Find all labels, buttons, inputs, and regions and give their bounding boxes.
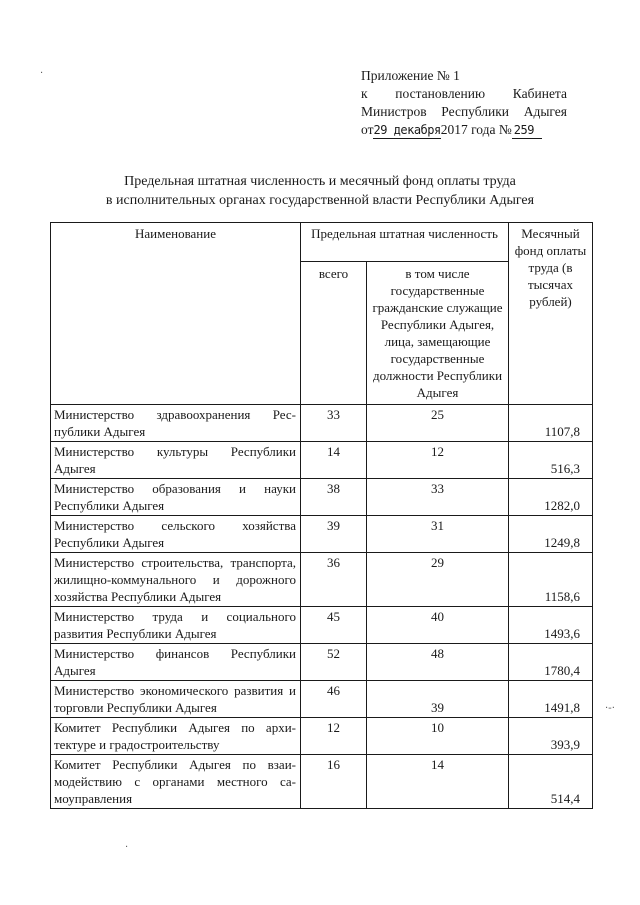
row-fund: 1282,0 bbox=[509, 479, 593, 516]
table-row bbox=[51, 553, 593, 607]
row-name: Министерство образования и науки Республики Адыгея bbox=[51, 479, 301, 516]
row-employees: 12 bbox=[367, 442, 509, 479]
row-total: 52 bbox=[301, 644, 367, 681]
row-name: Комитет Республики Адыгея по архитектуре и градостроительству bbox=[51, 718, 301, 755]
table-row bbox=[51, 405, 593, 442]
row-employees: 48 bbox=[367, 644, 509, 681]
table-row bbox=[51, 718, 593, 755]
header-including-employees: в том числе государственные гражданские служащие Республики Адыгея, лица, замещающие государственные должности Республики Адыгея bbox=[367, 262, 509, 405]
row-name: Министерство здравоохранения Республики Адыгея bbox=[51, 405, 301, 442]
table-row bbox=[51, 681, 593, 718]
header-monthly-fund: Месячный фонд оплаты труда (в тысячах рублей) bbox=[509, 223, 593, 405]
row-name: Министерство труда и социального развития Республики Адыгея bbox=[51, 607, 301, 644]
annex-date-handwritten: 29 декабря bbox=[373, 123, 441, 137]
title-line-2: в исполнительных органах государственной власти Республики Адыгея bbox=[105, 193, 535, 208]
row-fund: 393,9 bbox=[509, 718, 593, 755]
row-fund: 514,4 bbox=[509, 755, 593, 809]
row-total: 12 bbox=[301, 718, 367, 755]
annex-date-prefix: от bbox=[361, 122, 374, 137]
header-name: Наименование bbox=[51, 223, 301, 405]
annex-block bbox=[361, 67, 567, 139]
row-fund: 1249,8 bbox=[509, 516, 593, 553]
annex-line-cabinet: Министров Республики Адыгея bbox=[361, 104, 567, 119]
row-name: Министерство финансов Республики Адыгея bbox=[51, 644, 301, 681]
row-employees: 33 bbox=[367, 479, 509, 516]
row-total: 14 bbox=[301, 442, 367, 479]
row-name: Министерство экономического развития и торговли Республики Адыгея bbox=[51, 681, 301, 718]
annex-number-handwritten: 259 bbox=[512, 123, 542, 139]
annex-year-text: 2017 года № bbox=[440, 122, 512, 137]
row-fund: 516,3 bbox=[509, 442, 593, 479]
table-row bbox=[51, 479, 593, 516]
margin-pencil-mark: ·‐· bbox=[605, 703, 615, 714]
row-fund: 1780,4 bbox=[509, 644, 593, 681]
row-total: 39 bbox=[301, 516, 367, 553]
row-employees: 39 bbox=[367, 681, 509, 718]
annex-title: Приложение № 1 bbox=[361, 68, 460, 83]
row-fund: 1491,8 bbox=[509, 681, 593, 718]
row-total: 33 bbox=[301, 405, 367, 442]
table-row bbox=[51, 755, 593, 809]
staff-table bbox=[50, 222, 593, 809]
scan-speck: · bbox=[125, 842, 129, 853]
scan-speck: · bbox=[40, 68, 44, 79]
header-total: всего bbox=[301, 262, 367, 405]
table-row bbox=[51, 516, 593, 553]
table-row bbox=[51, 607, 593, 644]
table-row bbox=[51, 644, 593, 681]
row-total: 16 bbox=[301, 755, 367, 809]
row-name: Комитет Республики Адыгея по взаимодействию с органами местного самоуправления bbox=[51, 755, 301, 809]
header-staff-limit: Предельная штатная численность bbox=[301, 223, 509, 262]
row-employees: 14 bbox=[367, 755, 509, 809]
row-employees: 25 bbox=[367, 405, 509, 442]
row-total: 45 bbox=[301, 607, 367, 644]
row-employees: 10 bbox=[367, 718, 509, 755]
row-fund: 1107,8 bbox=[509, 405, 593, 442]
annex-date-line bbox=[361, 121, 567, 139]
row-name: Министерство строительства, транспорта, жилищно-коммунального и дорожного хозяйства Республики Адыгея bbox=[51, 553, 301, 607]
row-employees: 31 bbox=[367, 516, 509, 553]
row-total: 38 bbox=[301, 479, 367, 516]
row-total: 36 bbox=[301, 553, 367, 607]
title-line-1: Предельная штатная численность и месячный фонд оплаты труда bbox=[124, 174, 516, 189]
table-row bbox=[51, 442, 593, 479]
row-total: 46 bbox=[301, 681, 367, 718]
row-name: Министерство культуры Республики Адыгея bbox=[51, 442, 301, 479]
row-employees: 40 bbox=[367, 607, 509, 644]
row-employees: 29 bbox=[367, 553, 509, 607]
document-title bbox=[60, 172, 580, 210]
row-fund: 1158,6 bbox=[509, 553, 593, 607]
annex-line-resolution: к постановлению Кабинета bbox=[361, 86, 567, 101]
row-fund: 1493,6 bbox=[509, 607, 593, 644]
row-name: Министерство сельского хозяйства Республики Адыгея bbox=[51, 516, 301, 553]
